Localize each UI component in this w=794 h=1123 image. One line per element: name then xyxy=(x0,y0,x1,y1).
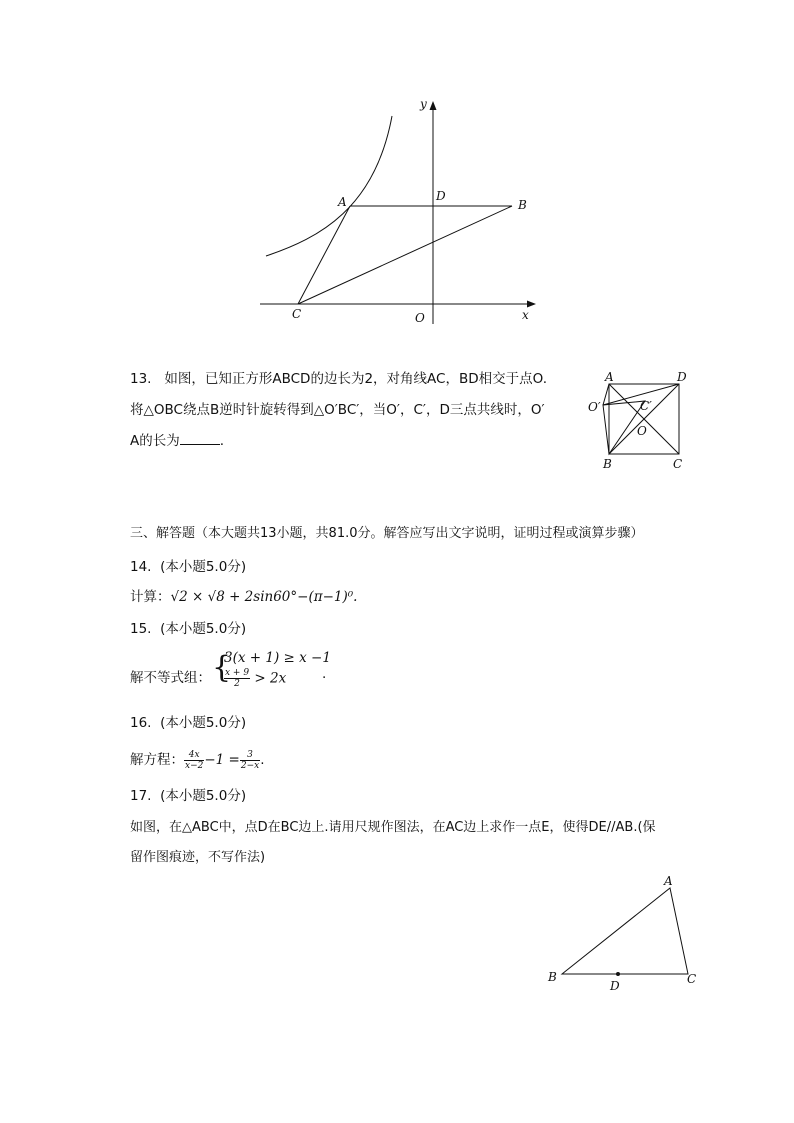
q17-line2: 留作图痕迹，不写作法) xyxy=(130,850,266,865)
label-D: D xyxy=(677,370,687,384)
figure-triangle-ABC xyxy=(540,870,710,990)
label-O: O xyxy=(415,311,425,325)
label-B: B xyxy=(518,198,527,212)
label-B: B xyxy=(548,970,557,984)
label-y: y xyxy=(420,97,427,111)
q14-expression: √2 × √8 + 2sin60°−(π−1)⁰. xyxy=(170,589,358,605)
label-D: D xyxy=(610,979,620,990)
q17-header: 17. (本小题5.0分) xyxy=(130,788,247,804)
hyperbola-curve xyxy=(266,116,392,256)
brace: { xyxy=(212,650,232,685)
q13-line3: A的长为 . xyxy=(130,433,225,449)
answer-blank[interactable] xyxy=(180,432,220,445)
label-x: x xyxy=(522,308,529,322)
q14-header: 14. (本小题5.0分) xyxy=(130,559,247,575)
label-O: O xyxy=(637,424,647,438)
q13-line2: 将△OBC绕点B逆时针旋转得到△O′BC′，当O′，C′，D三点共线时，O′ xyxy=(130,402,545,418)
q15-ineq1: 3(x + 1) ≥ x −1 xyxy=(224,650,331,666)
label-B: B xyxy=(603,457,612,471)
x-axis-arrow xyxy=(527,301,536,308)
q13-text-1: 如图，已知正方形ABCD的边长为2，对角线AC，BD相交于点O. xyxy=(164,371,547,387)
figure-square-rotation xyxy=(585,368,695,478)
label-D: D xyxy=(436,189,446,203)
segment-OprimeA xyxy=(603,384,609,405)
q13-number: 13. xyxy=(130,371,152,387)
point-D xyxy=(616,972,620,976)
y-axis-arrow xyxy=(430,101,437,110)
label-C: C xyxy=(687,972,697,986)
label-C: C xyxy=(292,307,302,321)
q13-text-3: A的长为 xyxy=(130,433,180,449)
label-A: A xyxy=(664,874,673,888)
q13-line1 xyxy=(130,370,547,388)
triangle-ABC xyxy=(562,888,688,974)
q16-header: 16. (本小题5.0分) xyxy=(130,715,247,731)
q16-body: 解方程： $\frac{4x}{x-2}$ −1 = $\frac{3}{2-x}$ . xyxy=(130,749,265,771)
q15-header: 15. (本小题5.0分) xyxy=(130,621,247,637)
q15-fraction: $\frac{x + 9}{2}$ xyxy=(225,668,250,689)
q15-body: 解不等式组： { 3(x + 1) ≥ x −1 $\frac{x + 9}{2}$ > 2x . xyxy=(130,650,331,689)
segment-CB xyxy=(298,206,512,304)
label-C: C xyxy=(673,457,683,471)
q16-fraction-2: $\frac{3}{2-x}$ xyxy=(240,749,260,771)
segment-AC xyxy=(298,206,350,304)
section-heading: 三、解答题（本大题共13小题，共81.0分。解答应写出文字说明，证明过程或演算步骤） xyxy=(130,526,644,541)
label-A: A xyxy=(605,370,614,384)
q17-line1: 如图，在△ABC中，点D在BC边上.请用尺规作图法，在AC边上求作一点E，使得DE//AB.(保 xyxy=(130,820,656,835)
figure-coordinate-parallelogram xyxy=(250,88,550,328)
label-Oprime: O′ xyxy=(588,400,601,414)
label-Cprime: C′ xyxy=(640,399,652,413)
q14-body: 计算：√2 × √8 + 2sin60°−(π−1)⁰. xyxy=(130,589,358,605)
q16-fraction-1: $\frac{4x}{x-2}$ xyxy=(185,749,204,771)
label-A: A xyxy=(338,195,347,209)
